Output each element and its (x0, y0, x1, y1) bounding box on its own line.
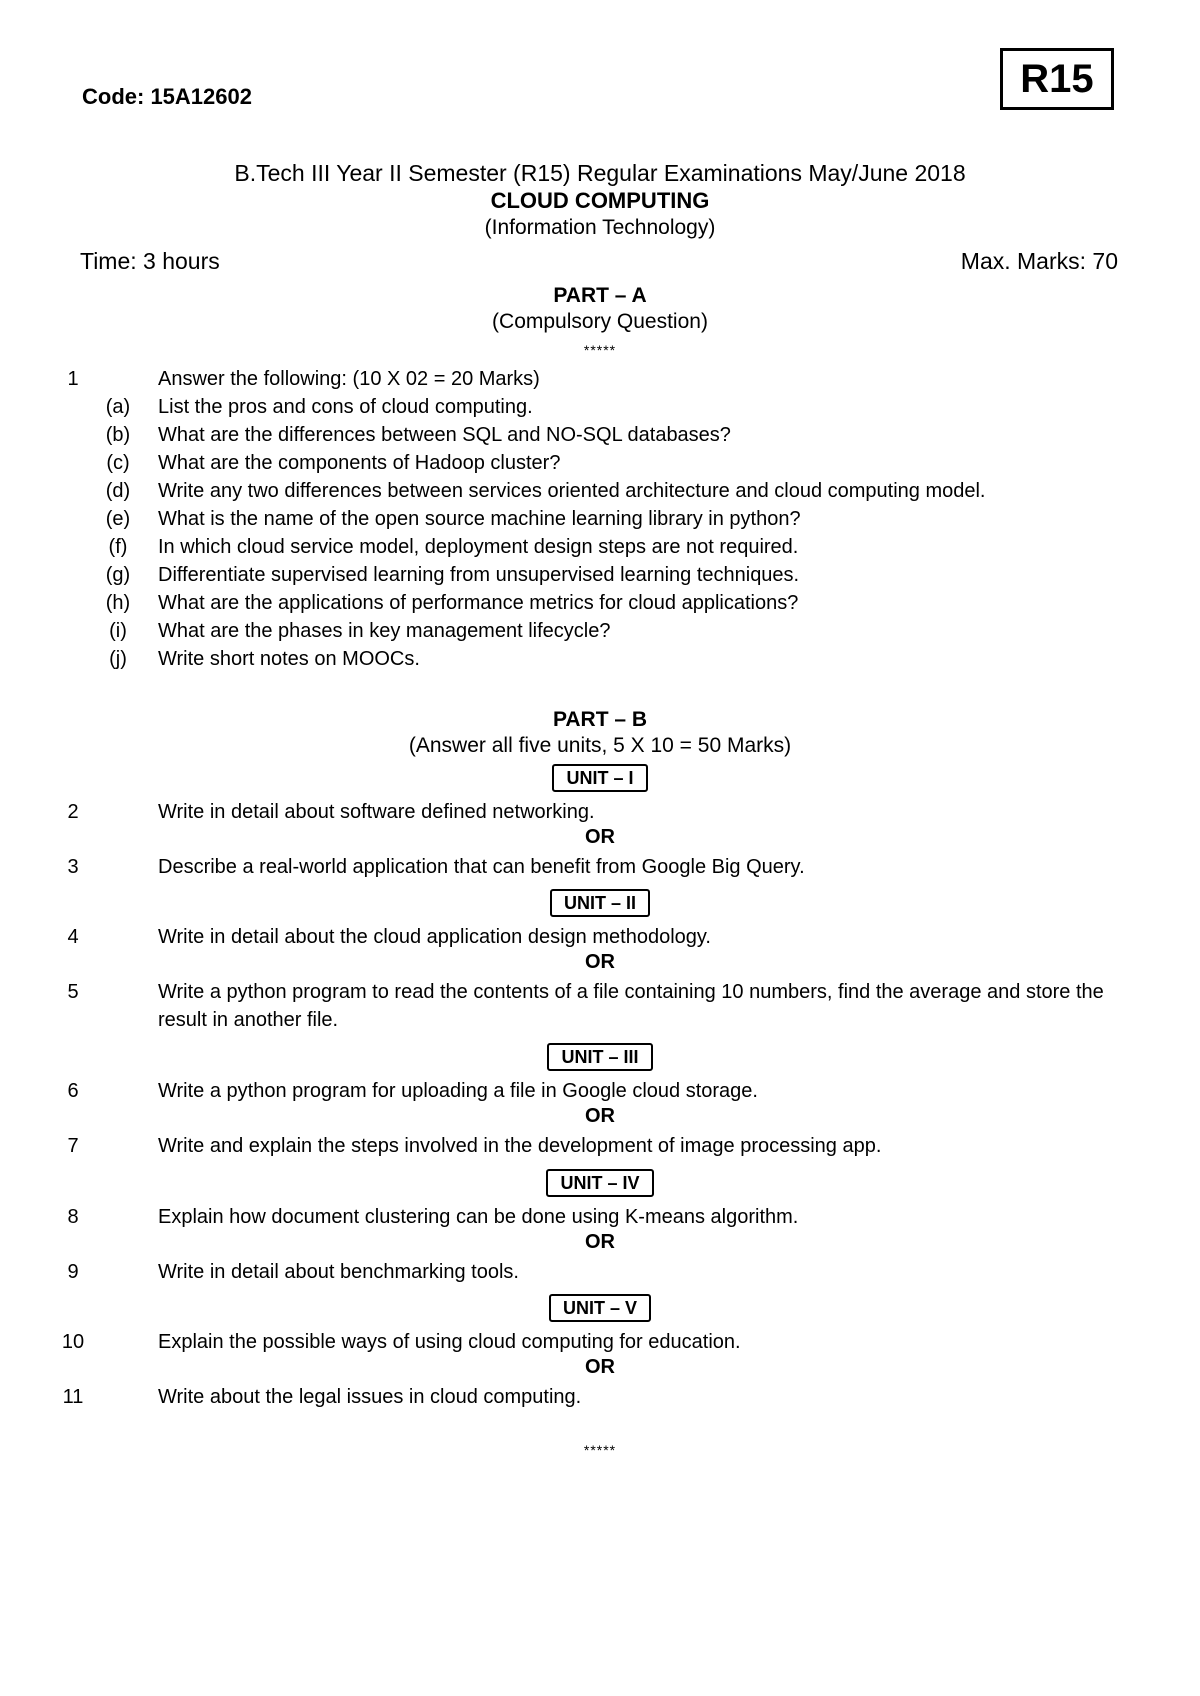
exam-time: Time: 3 hours (80, 248, 220, 274)
sub-question-text: What are the components of Hadoop cluster? (158, 452, 561, 474)
sub-question-text: Write any two differences between services oriented architecture and cloud computing model. (158, 480, 986, 502)
question-text: Write in detail about software defined networking. (158, 801, 595, 823)
question-number: 3 (67, 856, 79, 878)
question-text: Explain the possible ways of using cloud computing for education. (158, 1331, 741, 1353)
part-b-subtitle: (Answer all five units, 5 X 10 = 50 Marks) (408, 734, 792, 757)
part-a-subtitle: (Compulsory Question) (492, 310, 708, 333)
question-text: Write a python program to read the contents of a file containing 10 numbers, find the average and store the result in another file. (158, 981, 1104, 1031)
sub-question-label: (d) (105, 480, 131, 502)
sub-question-text: What are the differences between SQL and NO-SQL databases? (158, 424, 731, 446)
unit-2-heading (0, 889, 1200, 917)
part-a-stars: ***** (583, 342, 617, 358)
or-separator: OR (585, 1356, 615, 1378)
sub-question-label: (e) (105, 508, 131, 530)
question-text: Write a python program for uploading a file in Google cloud storage. (158, 1080, 758, 1102)
subject-title: CLOUD COMPUTING (490, 188, 710, 213)
unit-5-heading (0, 1294, 1200, 1322)
question-text: Write and explain the steps involved in the development of image processing app. (158, 1135, 882, 1157)
question-number: 6 (67, 1080, 79, 1102)
or-separator: OR (585, 1105, 615, 1127)
sub-question-label: (c) (106, 452, 130, 474)
unit-label: UNIT – IV (546, 1169, 653, 1197)
unit-label: UNIT – V (549, 1294, 651, 1322)
question-number: 11 (62, 1386, 84, 1408)
exam-title: B.Tech III Year II Semester (R15) Regular Examinations May/June 2018 (234, 160, 966, 186)
question-text: Explain how document clustering can be done using K-means algorithm. (158, 1206, 799, 1228)
sub-question-text: Write short notes on MOOCs. (158, 648, 420, 670)
sub-question-text: What are the phases in key management lifecycle? (158, 620, 611, 642)
sub-question-label: (a) (105, 396, 131, 418)
unit-label: UNIT – III (547, 1043, 652, 1071)
sub-question-text: Differentiate supervised learning from unsupervised learning techniques. (158, 564, 800, 586)
question-number: 4 (67, 926, 79, 948)
sub-question-label: (h) (105, 592, 131, 614)
sub-question-label: (f) (108, 536, 128, 558)
question-number: 5 (67, 981, 79, 1003)
question-number: 1 (67, 368, 79, 390)
question-number: 8 (67, 1206, 79, 1228)
unit-label: UNIT – II (550, 889, 650, 917)
sub-question-label: (i) (109, 620, 127, 642)
unit-3-heading (0, 1043, 1200, 1071)
unit-1-heading (0, 764, 1200, 792)
sub-question-text: In which cloud service model, deployment design steps are not required. (158, 536, 799, 558)
question-text: Describe a real-world application that can benefit from Google Big Query. (158, 856, 805, 878)
question-number: 10 (61, 1331, 85, 1353)
part-a-title: PART – A (553, 284, 647, 307)
part-b-title: PART – B (552, 708, 648, 731)
max-marks: Max. Marks: 70 (960, 248, 1118, 274)
question-text: Write about the legal issues in cloud computing. (158, 1386, 582, 1408)
unit-4-heading (0, 1169, 1200, 1197)
question-text: Write in detail about the cloud application design methodology. (158, 926, 711, 948)
sub-question-label: (g) (105, 564, 131, 586)
question-text: Write in detail about benchmarking tools. (158, 1261, 519, 1283)
sub-question-label: (b) (105, 424, 131, 446)
sub-question-label: (j) (109, 648, 127, 670)
or-separator: OR (585, 1231, 615, 1253)
sub-question-text: List the pros and cons of cloud computing. (158, 396, 533, 418)
branch-name: (Information Technology) (484, 216, 716, 239)
unit-label: UNIT – I (552, 764, 647, 792)
question-number: 9 (67, 1261, 79, 1283)
footer-stars: ***** (583, 1442, 617, 1458)
sub-question-text: What are the applications of performance metrics for cloud applications? (158, 592, 799, 614)
paper-code: Code: 15A12602 (82, 84, 252, 109)
question-number: 7 (67, 1135, 79, 1157)
question-text: Answer the following: (10 X 02 = 20 Marks) (158, 368, 540, 390)
regulation-badge: R15 (1000, 48, 1114, 110)
question-number: 2 (67, 801, 79, 823)
or-separator: OR (585, 826, 615, 848)
or-separator: OR (585, 951, 615, 973)
sub-question-text: What is the name of the open source machine learning library in python? (158, 508, 801, 530)
